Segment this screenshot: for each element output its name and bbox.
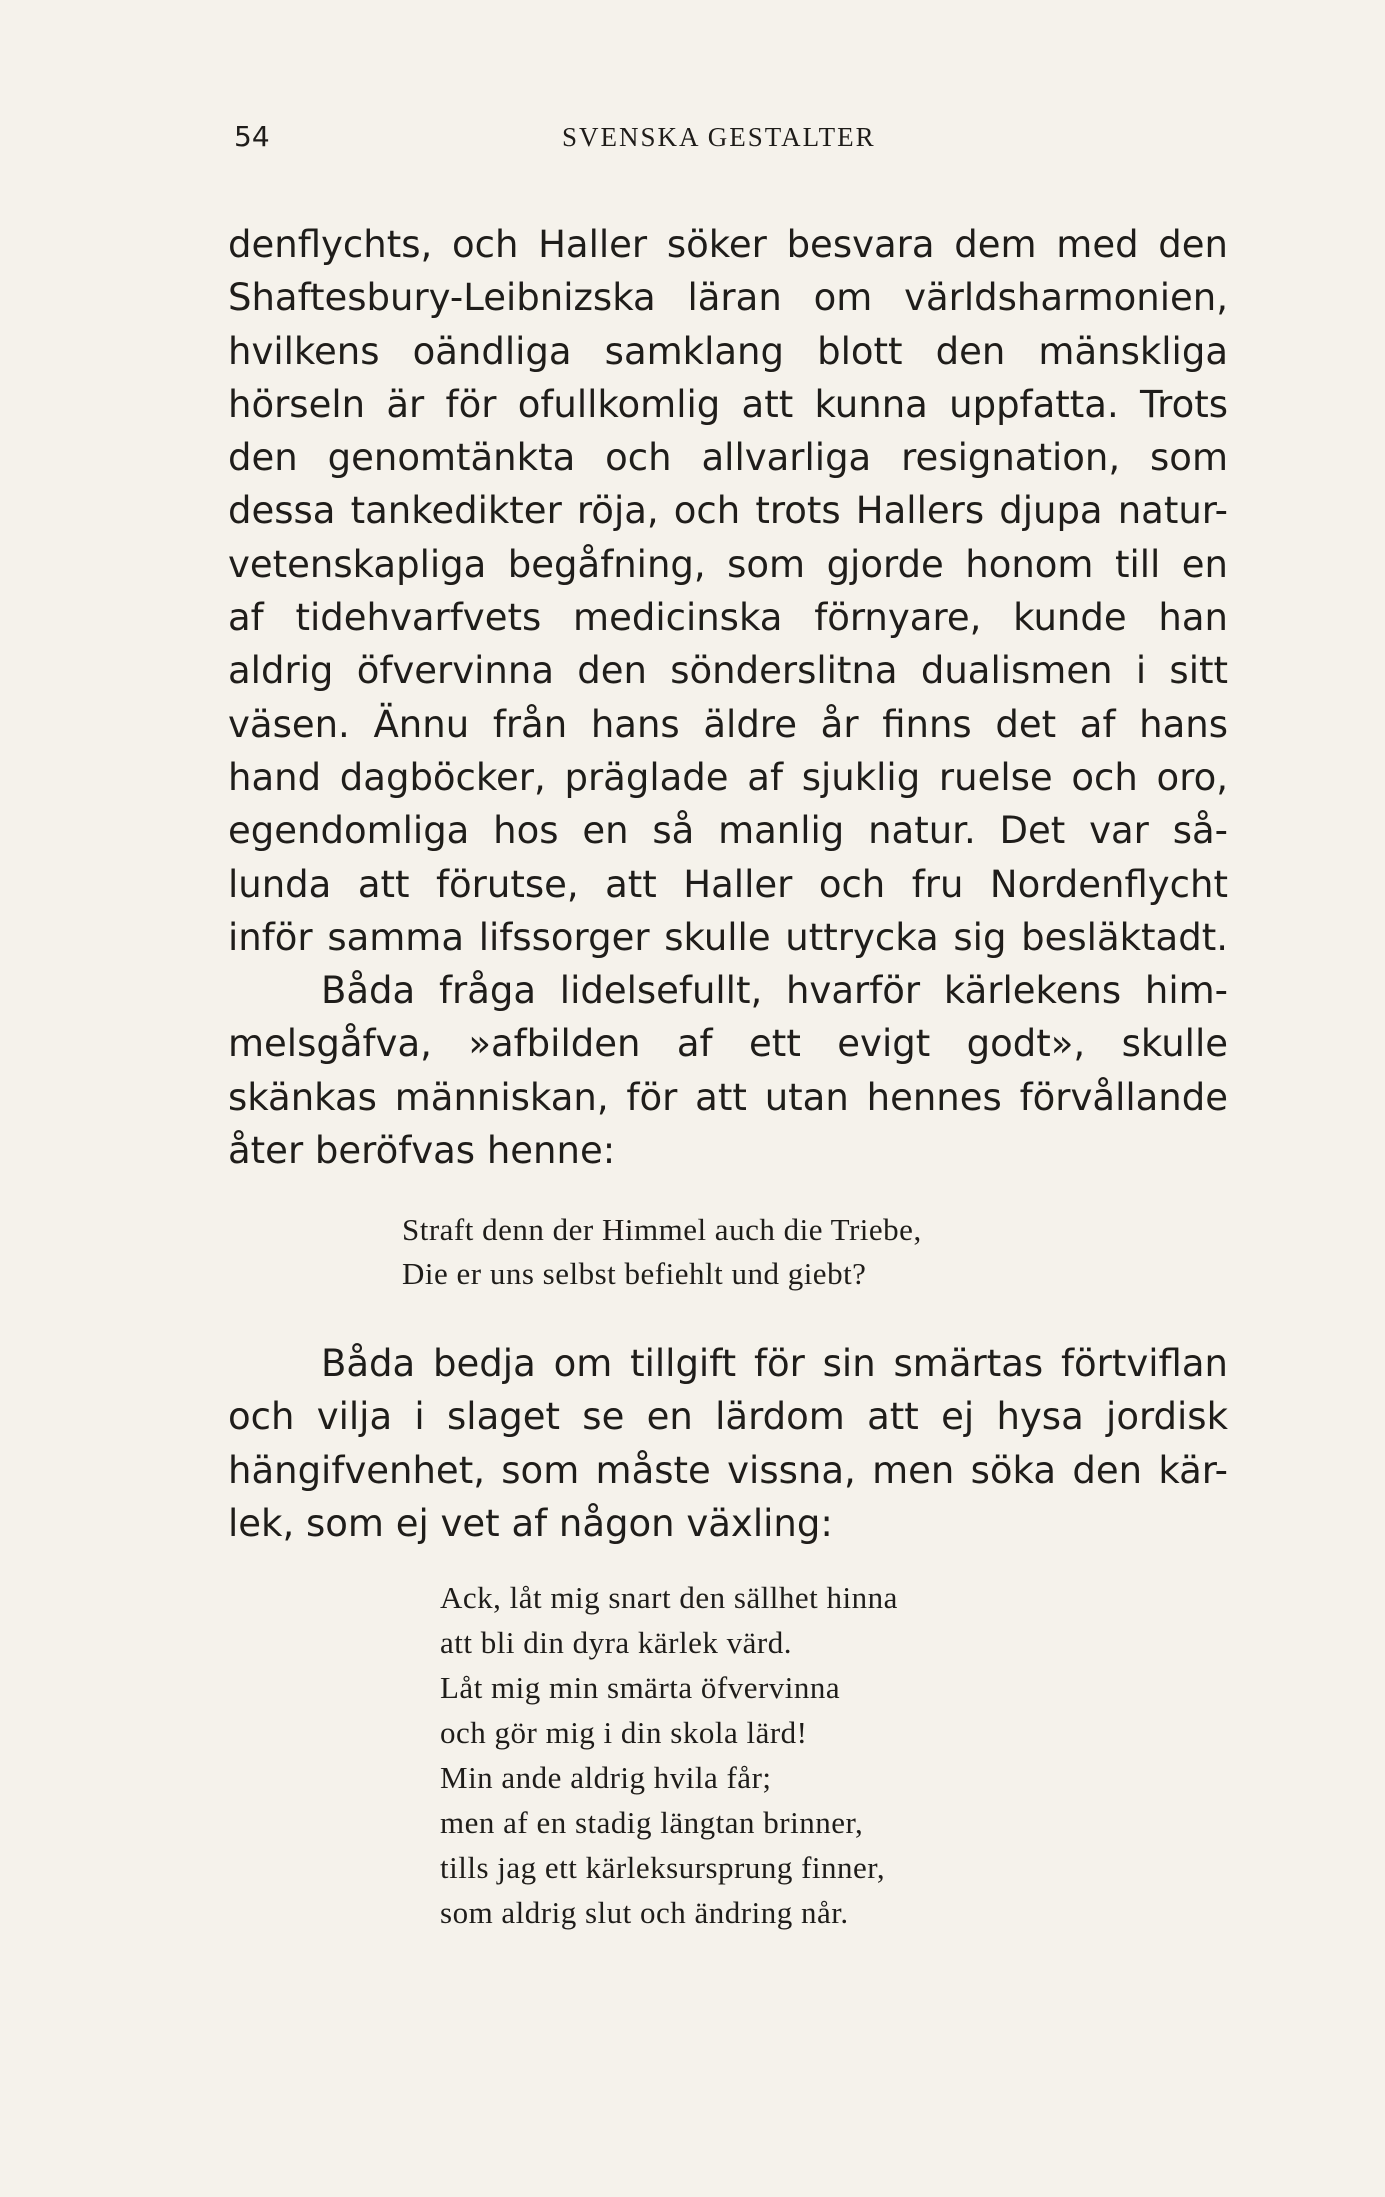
text-line: lek, som ej vet af någon växling: [228, 1501, 833, 1545]
text-line: Shaftesbury-Leibnizska läran om världsharmonien, [228, 276, 1228, 320]
text-line: åter beröfvas henne: [228, 1129, 616, 1173]
verse-line: tills jag ett kärleksursprung finner, [440, 1850, 886, 1885]
verse-quote-1 [402, 1208, 922, 1296]
verse-quote-2 [440, 1575, 898, 1935]
verse-line: Min ande aldrig hvila får; [440, 1760, 772, 1795]
paragraph-1 [228, 218, 1228, 1177]
text-line: hand dagböcker, präglade af sjuklig ruelse och oro, [228, 755, 1228, 799]
text-line: af tidehvarfvets medicinska förnyare, kunde han [228, 596, 1228, 640]
verse-line: Ack, låt mig snart den sällhet hinna [440, 1580, 898, 1615]
text-line: den genomtänkta och allvarliga resignation, som [228, 436, 1228, 480]
verse-line: Die er uns selbst befiehlt und giebt? [402, 1256, 867, 1291]
text-line: hängifvenhet, som måste vissna, men söka den kär- [228, 1448, 1228, 1492]
text-line: hvilkens oändliga samklang blott den mänskliga [228, 329, 1228, 373]
text-line: vetenskapliga begåfning, som gjorde honom till en [228, 542, 1228, 586]
verse-line: Straft denn der Himmel auch die Triebe, [402, 1212, 922, 1247]
text-line: melsgåfva, »afbilden af ett evigt godt», skulle [228, 1022, 1228, 1066]
verse-line: Låt mig min smärta öfvervinna [440, 1670, 841, 1705]
text-line: aldrig öfvervinna den sönderslitna dualismen i sitt [228, 649, 1228, 693]
text-line: väsen. Ännu från hans äldre år finns det af hans [228, 702, 1228, 746]
verse-line: som aldrig slut och ändring når. [440, 1895, 849, 1930]
verse-line: och gör mig i din skola lärd! [440, 1715, 808, 1750]
text-line: inför samma lifssorger skulle uttrycka sig besläktadt. [228, 915, 1228, 959]
text-line: Båda bedja om tillgift för sin smärtas förtviflan [321, 1342, 1228, 1385]
verse-line: men af en stadig längtan brinner, [440, 1805, 864, 1840]
verse-line: att bli din dyra kärlek värd. [440, 1625, 792, 1660]
text-line: och vilja i slaget se en lärdom att ej hysa jordisk [228, 1395, 1228, 1439]
running-header [234, 120, 1164, 160]
page-number: 54 [234, 120, 270, 153]
text-line: egendomliga hos en så manlig natur. Det var så- [228, 809, 1228, 853]
running-title: SVENSKA GESTALTER [562, 122, 876, 152]
paragraph-2 [228, 1337, 1228, 1550]
text-line: dessa tankedikter röja, och trots Hallers djupa natur- [228, 489, 1228, 533]
text-line: skänkas människan, för att utan hennes förvållande [228, 1075, 1228, 1119]
text-line: denflychts, och Haller söker besvara dem med den [228, 223, 1228, 266]
text-line: hörseln är för ofullkomlig att kunna uppfatta. Trots [228, 382, 1228, 426]
text-line: Båda fråga lidelsefullt, hvarför kärlekens him- [321, 969, 1228, 1013]
text-line: lunda att förutse, att Haller och fru Nordenflycht [228, 862, 1228, 906]
